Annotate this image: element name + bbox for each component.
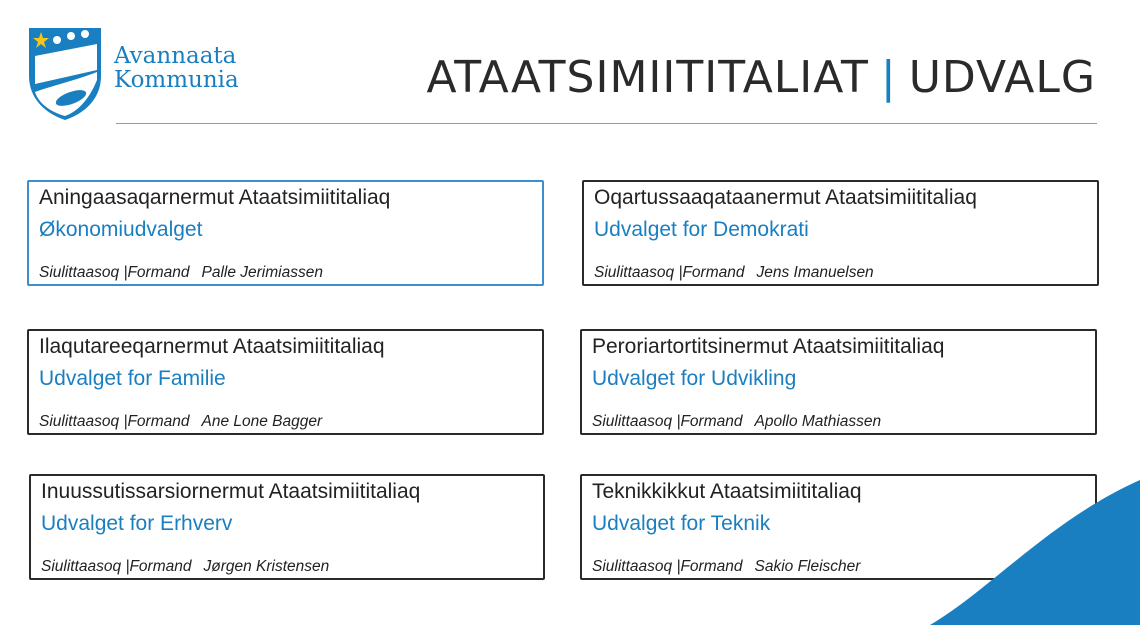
committee-greenlandic-name: Ilaqutareeqarnermut Ataatsimiititaliaq [39,335,385,358]
chair-name: Sakio Fleischer [754,558,861,575]
committee-danish-name: Udvalget for Teknik [592,512,771,535]
org-name-line2: Kommunia [114,67,239,93]
committee-card-economy[interactable] [27,180,544,286]
committee-card-business[interactable] [29,474,545,580]
page-title-danish: UDVALG [908,52,1096,103]
chair-label: Siulittaasoq |Formand [39,264,190,281]
committee-danish-name: Udvalget for Udvikling [592,367,797,390]
page-title-separator: | [880,52,897,103]
committee-danish-name: Udvalget for Erhverv [41,512,233,535]
page-title [427,52,1096,103]
chair-label: Siulittaasoq |Formand [592,558,743,575]
org-name-line1: Avannaata [114,43,237,69]
org-name [114,44,239,92]
committee-greenlandic-name: Teknikkikkut Ataatsimiititaliaq [592,480,862,503]
committee-danish-name: Udvalget for Familie [39,367,226,390]
committee-greenlandic-name: Oqartussaaqataanermut Ataatsimiititaliaq [594,186,977,209]
chair-name: Jens Imanuelsen [756,264,874,281]
coat-of-arms-logo [27,26,103,122]
committee-danish-name: Udvalget for Demokrati [594,218,809,241]
chair-name: Palle Jerimiassen [201,264,323,281]
chair-label: Siulittaasoq |Formand [592,413,743,430]
committee-chair [41,558,329,576]
chair-name: Ane Lone Bagger [201,413,323,430]
committee-greenlandic-name: Aningaasaqarnermut Ataatsimiititaliaq [39,186,391,209]
committee-chair [39,264,323,282]
committee-greenlandic-name: Inuussutissarsiornermut Ataatsimiititaliaq [41,480,421,503]
committee-chair [592,413,881,431]
chair-label: Siulittaasoq |Formand [39,413,190,430]
committee-card-development[interactable] [580,329,1097,435]
header-divider [116,123,1097,124]
decorative-corner-wave [930,480,1140,625]
chair-name: Apollo Mathiassen [754,413,882,430]
committee-greenlandic-name: Peroriartortitsinermut Ataatsimiititaliaq [592,335,945,358]
page-title-greenlandic: ATAATSIMIITITALIAT [426,52,869,103]
committee-chair [594,264,874,282]
committee-card-family[interactable] [27,329,544,435]
chair-name: Jørgen Kristensen [203,558,330,575]
committee-chair [39,413,322,431]
chair-label: Siulittaasoq |Formand [594,264,745,281]
committee-danish-name: Økonomiudvalget [39,218,203,241]
committee-card-democracy[interactable] [582,180,1099,286]
committee-chair [592,558,860,576]
chair-label: Siulittaasoq |Formand [41,558,192,575]
